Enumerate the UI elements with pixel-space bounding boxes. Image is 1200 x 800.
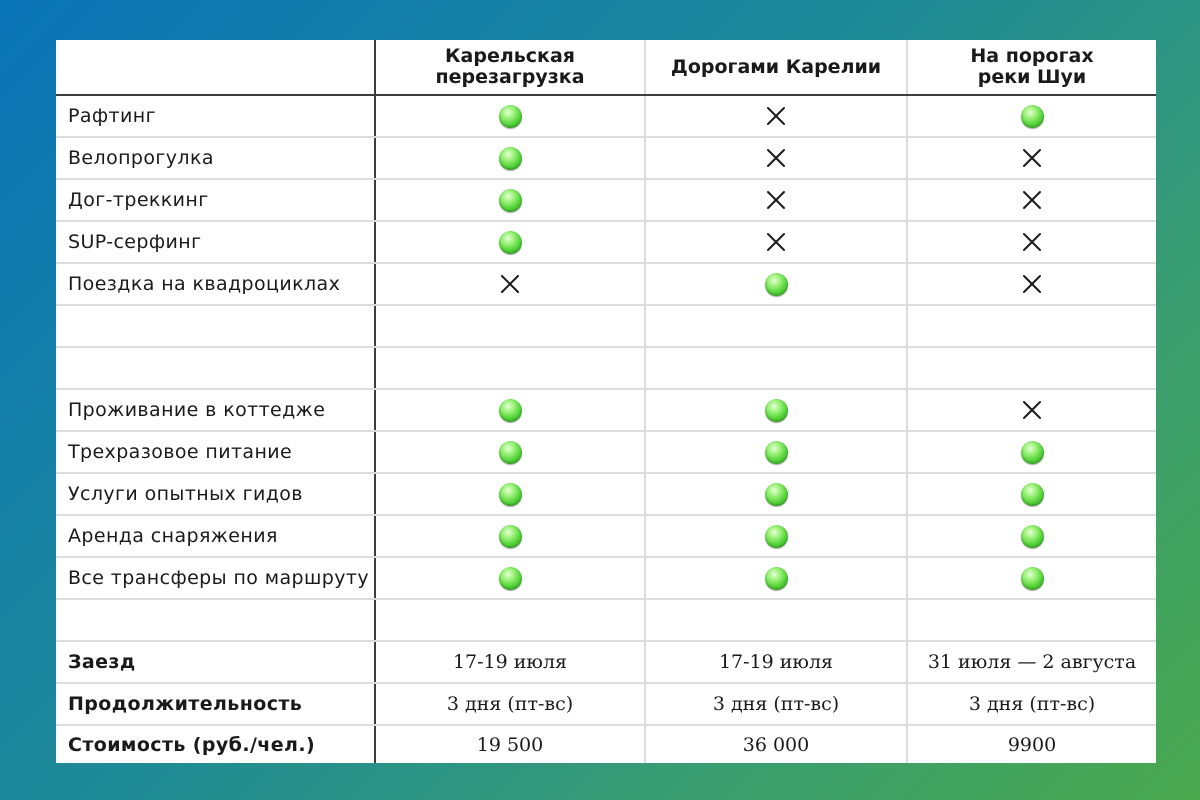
row-label: Аренда снаряжения xyxy=(56,516,376,556)
green-dot-icon xyxy=(499,399,522,422)
cross-icon xyxy=(1020,398,1044,422)
green-dot-icon xyxy=(765,525,788,548)
column-header: Карельская перезагрузка xyxy=(376,40,646,94)
mark-cell xyxy=(376,474,646,514)
mark-cell xyxy=(908,474,1156,514)
row-label: SUP-серфинг xyxy=(56,222,376,262)
value-cell: 36 000 xyxy=(646,726,908,763)
row-label: Велопрогулка xyxy=(56,138,376,178)
green-dot-icon xyxy=(499,189,522,212)
mark-cell xyxy=(376,264,646,304)
table-row xyxy=(56,516,1156,558)
empty-row xyxy=(56,600,1156,642)
table-row xyxy=(56,558,1156,600)
green-dot-icon xyxy=(1021,567,1044,590)
green-dot-icon xyxy=(1021,441,1044,464)
mark-cell xyxy=(376,180,646,220)
table-row xyxy=(56,390,1156,432)
green-dot-icon xyxy=(499,483,522,506)
mark-cell xyxy=(376,558,646,598)
green-dot-icon xyxy=(765,441,788,464)
header-empty-cell xyxy=(56,40,376,94)
cross-icon xyxy=(764,104,788,128)
mark-cell xyxy=(908,222,1156,262)
value-cell: 19 500 xyxy=(376,726,646,763)
row-label: Проживание в коттедже xyxy=(56,390,376,430)
green-dot-icon xyxy=(499,525,522,548)
row-label: Услуги опытных гидов xyxy=(56,474,376,514)
row-label: Стоимость (руб./чел.) xyxy=(56,726,376,763)
green-dot-icon xyxy=(1021,525,1044,548)
value-cell: 31 июля — 2 августа xyxy=(927,651,1137,673)
mark-cell xyxy=(646,96,908,136)
row-label: Рафтинг xyxy=(56,96,376,136)
row-label: Продолжительность xyxy=(56,684,376,724)
green-dot-icon xyxy=(1021,105,1044,128)
mark-cell xyxy=(908,516,1156,556)
table-row xyxy=(56,222,1156,264)
cross-icon xyxy=(498,272,522,296)
value-cell: 17-19 июля xyxy=(646,642,908,682)
value-cell: 3 дня (пт-вс) xyxy=(968,693,1096,715)
green-dot-icon xyxy=(499,441,522,464)
comparison-table xyxy=(56,40,1156,763)
green-dot-icon xyxy=(499,105,522,128)
mark-cell xyxy=(908,390,1156,430)
mark-cell xyxy=(646,222,908,262)
green-dot-icon xyxy=(1021,483,1044,506)
value-cell: 9900 xyxy=(1007,733,1057,756)
mark-cell xyxy=(376,222,646,262)
table-row xyxy=(56,684,1156,726)
row-label: Заезд xyxy=(56,642,376,682)
value-cell: 3 дня (пт-вс) xyxy=(646,684,908,724)
mark-cell xyxy=(376,96,646,136)
table-row xyxy=(56,474,1156,516)
table-row xyxy=(56,180,1156,222)
empty-row xyxy=(56,306,1156,348)
cross-icon xyxy=(764,230,788,254)
row-label: Дог-треккинг xyxy=(56,180,376,220)
mark-cell xyxy=(908,138,1156,178)
mark-cell xyxy=(376,516,646,556)
table-row xyxy=(56,96,1156,138)
cross-icon xyxy=(764,146,788,170)
mark-cell xyxy=(376,432,646,472)
mark-cell xyxy=(646,558,908,598)
column-header: На порогах реки Шуи xyxy=(970,45,1094,88)
mark-cell xyxy=(646,474,908,514)
mark-cell xyxy=(908,558,1156,598)
row-label: Трехразовое питание xyxy=(56,432,376,472)
mark-cell xyxy=(646,432,908,472)
green-dot-icon xyxy=(499,567,522,590)
green-dot-icon xyxy=(499,231,522,254)
green-dot-icon xyxy=(499,147,522,170)
mark-cell xyxy=(646,138,908,178)
mark-cell xyxy=(908,264,1156,304)
mark-cell xyxy=(646,180,908,220)
table-header-row xyxy=(56,40,1156,96)
mark-cell xyxy=(908,432,1156,472)
row-label: Поездка на квадроциклах xyxy=(56,264,376,304)
cross-icon xyxy=(1020,188,1044,212)
value-cell: 17-19 июля xyxy=(376,642,646,682)
row-label: Все трансферы по маршруту xyxy=(56,558,376,598)
mark-cell xyxy=(376,390,646,430)
mark-cell xyxy=(908,180,1156,220)
green-dot-icon xyxy=(765,399,788,422)
green-dot-icon xyxy=(765,483,788,506)
table-row xyxy=(56,642,1156,684)
cross-icon xyxy=(764,188,788,212)
value-cell: 3 дня (пт-вс) xyxy=(376,684,646,724)
green-dot-icon xyxy=(765,567,788,590)
green-dot-icon xyxy=(765,273,788,296)
mark-cell xyxy=(646,516,908,556)
cross-icon xyxy=(1020,146,1044,170)
mark-cell xyxy=(646,264,908,304)
cross-icon xyxy=(1020,230,1044,254)
mark-cell xyxy=(646,390,908,430)
table-row xyxy=(56,264,1156,306)
table-row xyxy=(56,138,1156,180)
table-row xyxy=(56,726,1156,763)
mark-cell xyxy=(908,96,1156,136)
empty-row xyxy=(56,348,1156,390)
mark-cell xyxy=(376,138,646,178)
cross-icon xyxy=(1020,272,1044,296)
table-row xyxy=(56,432,1156,474)
column-header: Дорогами Карелии xyxy=(646,40,908,94)
